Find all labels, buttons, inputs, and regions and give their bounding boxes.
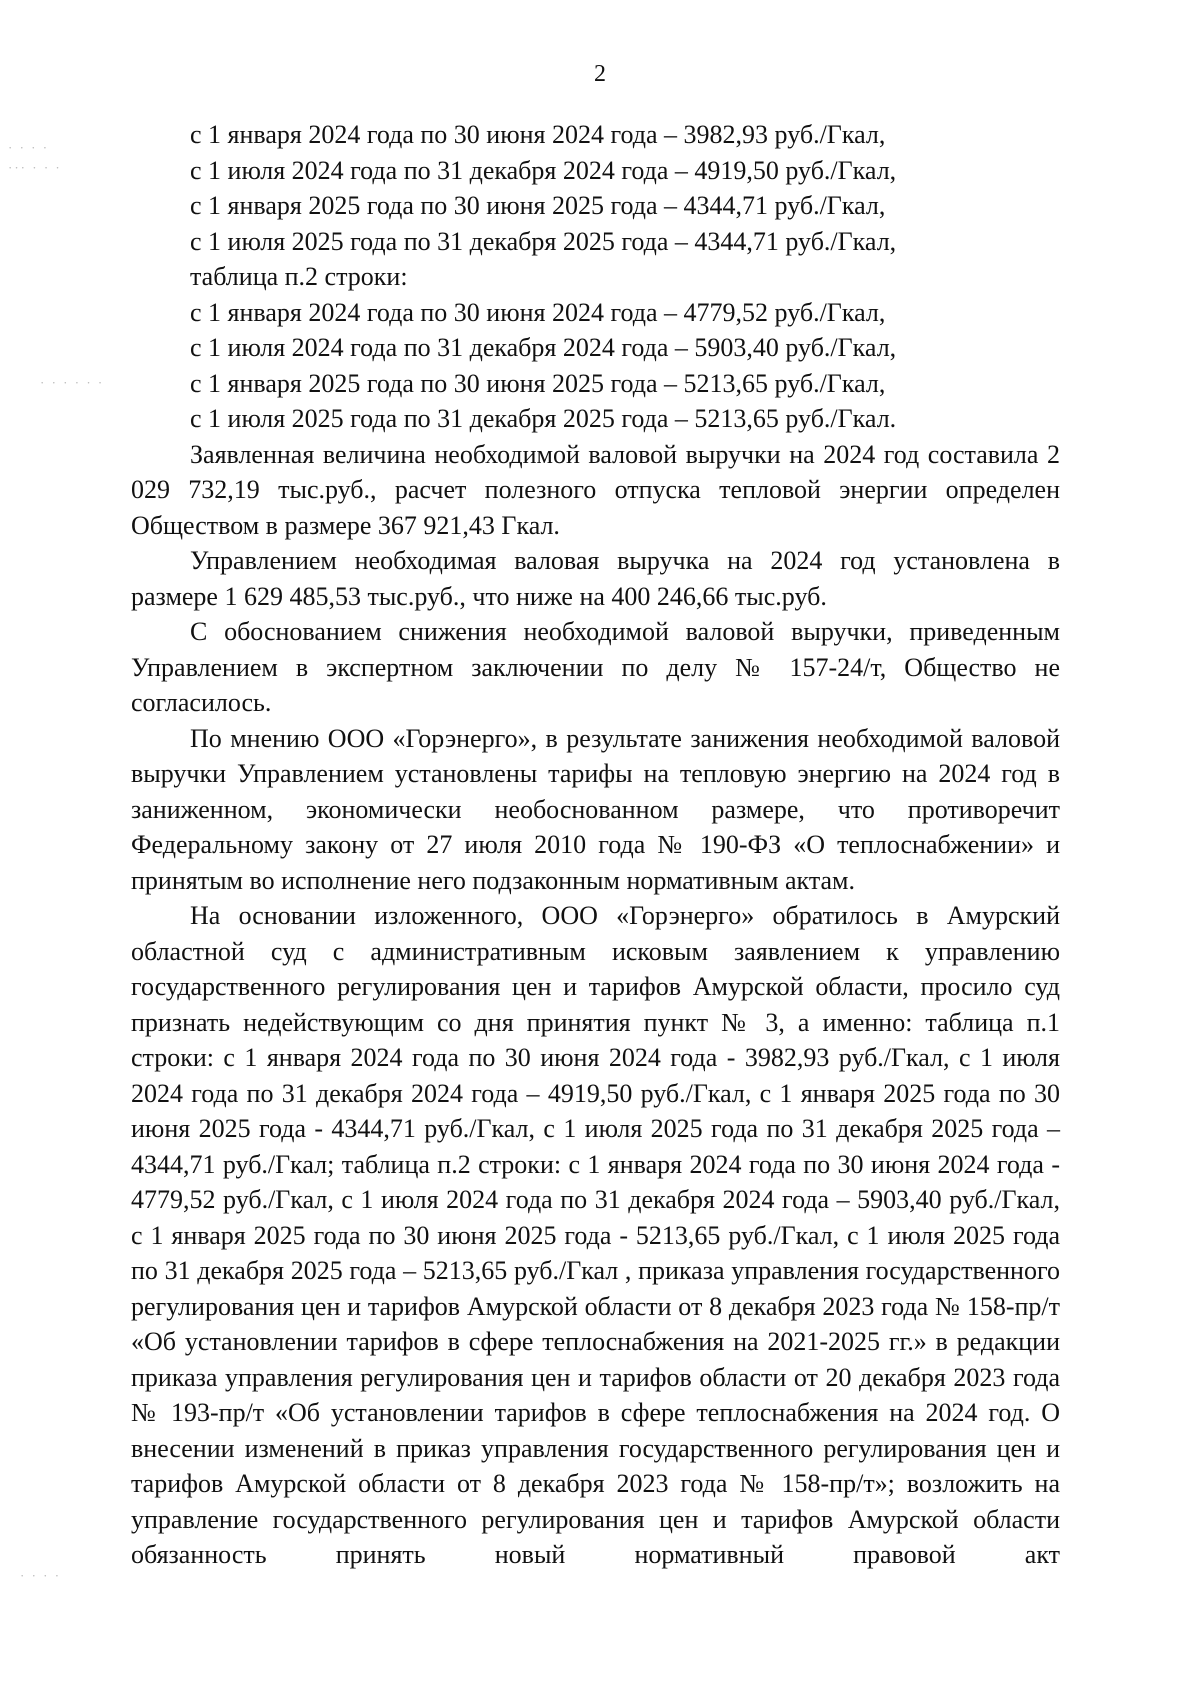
tariff-line: с 1 июля 2025 года по 31 декабря 2025 года – 4344,71 руб./Гкал, (190, 226, 897, 256)
page-number: 2 (594, 61, 606, 87)
tariff-list-table-1 (131, 117, 1060, 259)
paragraph-company-opinion: По мнению ООО «Горэнерго», в результате занижения необходимой валовой выручки Управлением установлены тарифы на тепловую энергию на 2024 год в заниженном, экономически необоснованном размере, что противоречит Федеральному закону от 27 июля 2010 года № 190-ФЗ «О теплоснабжении» и принятым во исполнение него подзаконным нормативным актам. (131, 723, 1060, 895)
scan-speck: · · · · (8, 140, 50, 155)
tariff-line: с 1 января 2025 года по 30 июня 2025 года – 4344,71 руб./Гкал, (190, 191, 886, 220)
scan-speck: · · · · (20, 1568, 62, 1583)
tariff-line: с 1 января 2025 года по 30 июня 2025 года – 5213,65 руб./Гкал, (190, 368, 886, 398)
paragraph-declared-revenue: Заявленная величина необходимой валовой выручки на 2024 год составила 2 029 732,19 тыс.руб., расчет полезного отпуска тепловой энергии определен Обществом в размере 367 921,43 Гкал. (131, 439, 1060, 540)
tariff-line: с 1 июля 2024 года по 31 декабря 2024 года – 4919,50 руб./Гкал, (190, 155, 897, 185)
document-body (131, 117, 1060, 1573)
tariff-line: с 1 июля 2024 года по 31 декабря 2024 года – 5903,40 руб./Гкал, (190, 333, 897, 362)
table-p2-heading: таблица п.2 строки: (190, 262, 408, 291)
tariff-line: с 1 июля 2025 года по 31 декабря 2025 года – 5213,65 руб./Гкал. (190, 404, 897, 433)
scan-speck: · · · · · · (40, 375, 105, 390)
tariff-line: с 1 января 2024 года по 30 июня 2024 года – 3982,93 руб./Гкал, (190, 120, 886, 149)
paragraph-disagreement: С обоснованием снижения необходимой валовой выручки, приведенным Управлением в экспертном заключении по делу № 157-24/т, Общество не согласилось. (131, 617, 1060, 717)
scan-speck: ··· · · · (8, 160, 62, 175)
paragraph-court-claim: На основании изложенного, ООО «Горэнерго» обратилось в Амурский областной суд с административным исковым заявлением к управлению государственного регулирования цен и тарифов Амурской области, просило суд признать недействующим со дня принятия пункт № 3, а именно: таблица п.1 строки: с 1 января 2024 года по 30 июня 2024 года - 3982,93 руб./Гкал, с 1 июля 2024 года по 31 декабря 2024 года – 4919,50 руб./Гкал, с 1 января 2025 года по 30 июня 2025 года - 4344,71 руб./Гкал, с 1 июля 2025 года по 31 декабря 2025 года – 4344,71 руб./Гкал; таблица п.2 строки: с 1 января 2024 года по 30 июня 2024 года - 4779,52 руб./Гкал, с 1 июля 2024 года по 31 декабря 2024 года – 5903,40 руб./Гкал, с 1 января 2025 года по 30 июня 2025 года - 5213,65 руб./Гкал, с 1 июля 2025 года по 31 декабря 2025 года – 5213,65 руб./Гкал , приказа управления государственного регулирования цен и тарифов Амурской области от 8 декабря 2023 года № 158-пр/т «Об установлении тарифов в сфере теплоснабжения на 2021-2025 гг.» в редакции приказа управления регулирования цен и тарифов области от 20 декабря 2023 года № 193-пр/т «Об установлении тарифов в сфере теплоснабжения на 2024 год. О внесении изменений в приказ управления государственного регулирования цен и тарифов Амурской области от 8 декабря 2023 года № 158-пр/т»; возложить на управление государственного регулирования цен и тарифов Амурской области обязанность принять новый нормативный правовой акт (131, 901, 1060, 1569)
tariff-line: с 1 января 2024 года по 30 июня 2024 года – 4779,52 руб./Гкал, (190, 297, 886, 327)
paragraph-established-revenue: Управлением необходимая валовая выручка на 2024 год установлена в размере 1 629 485,53 тыс.руб., что ниже на 400 246,66 тыс.руб. (131, 546, 1060, 611)
tariff-list-table-2 (131, 295, 1060, 437)
